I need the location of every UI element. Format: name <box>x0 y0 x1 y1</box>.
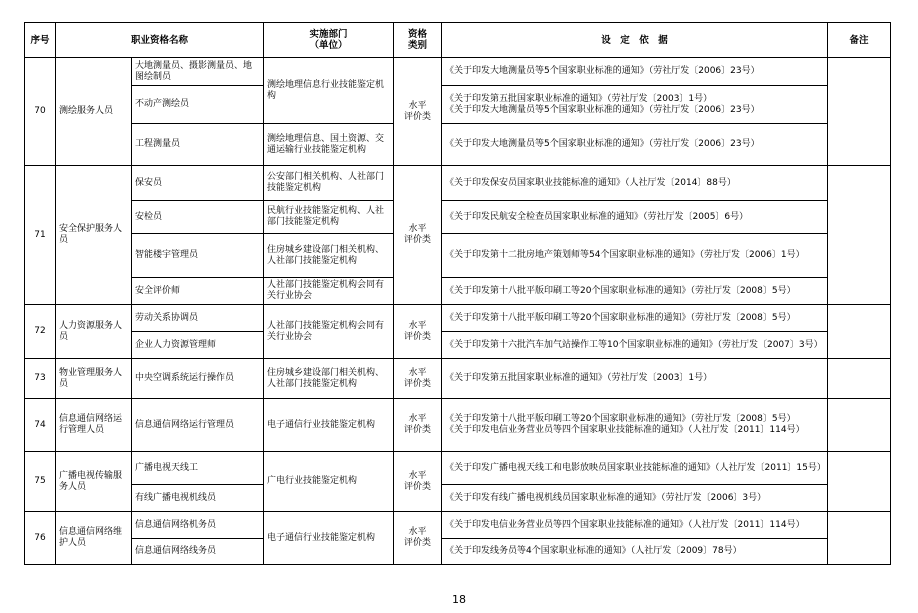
qualification-table <box>24 22 891 565</box>
basis-document: 《关于印发第十八批平版印刷工等20个国家职业标准的通知》（劳社厅发〔2008〕5号） <box>445 414 796 424</box>
implementing-department: 电子通信行业技能鉴定机构 <box>264 399 394 452</box>
occupation-category: 物业管理服务人员 <box>56 359 132 399</box>
qualification-type <box>394 452 442 512</box>
qualification-name: 安全评价师 <box>132 278 264 305</box>
qualification-type <box>394 399 442 452</box>
occupation-category: 人力资源服务人员 <box>56 305 132 359</box>
header-type <box>394 23 442 58</box>
implementing-department: 电子通信行业技能鉴定机构 <box>264 512 394 565</box>
implementing-department: 人社部门技能鉴定机构会同有关行业协会 <box>264 278 394 305</box>
row-number: 70 <box>25 58 56 166</box>
table-row <box>25 201 891 234</box>
row-number: 75 <box>25 452 56 512</box>
basis-document: 《关于印发大地测量员等5个国家职业标准的通知》（劳社厅发〔2006〕23号） <box>445 139 760 149</box>
qualification-type-line2: 评价类 <box>404 538 432 548</box>
implementing-department: 测绘地理信息行业技能鉴定机构 <box>264 58 394 124</box>
remark <box>828 58 891 166</box>
basis-document: 《关于印发第五批国家职业标准的通知》（劳社厅发〔2003〕1号） <box>445 93 713 104</box>
header-type-line2: 类别 <box>408 40 428 51</box>
qualification-type <box>394 305 442 359</box>
basis-document: 《关于印发大地测量员等5个国家职业标准的通知》（劳社厅发〔2006〕23号） <box>445 104 760 115</box>
implementing-department: 广电行业技能鉴定机构 <box>264 452 394 512</box>
legal-basis <box>442 86 828 124</box>
table-row <box>25 452 891 485</box>
table-row <box>25 234 891 278</box>
qualification-name: 智能楼宇管理员 <box>132 234 264 278</box>
qualification-name: 安检员 <box>132 201 264 234</box>
table-header-row <box>25 23 891 58</box>
remark <box>828 359 891 399</box>
qualification-type-line1: 水平 <box>408 470 427 481</box>
basis-document: 《关于印发第十六批汽车加气站操作工等10个国家职业标准的通知》（劳社厅发〔2007〕3号） <box>445 339 823 350</box>
qualification-type <box>394 512 442 565</box>
table-row <box>25 124 891 166</box>
qualification-name: 中央空调系统运行操作员 <box>132 359 264 399</box>
qualification-type-line2: 评价类 <box>404 481 432 492</box>
qualification-name: 信息通信网络机务员 <box>132 512 264 539</box>
implementing-department: 测绘地理信息、国土资源、交通运输行业技能鉴定机构 <box>264 124 394 166</box>
basis-document: 《关于印发民航安全检查员国家职业标准的通知》（劳社厅发〔2005〕6号） <box>445 211 749 222</box>
legal-basis <box>442 201 828 234</box>
legal-basis <box>442 234 828 278</box>
basis-document: 《关于印发有线广播电视机线员国家职业标准的通知》（劳社厅发〔2006〕3号） <box>445 492 767 503</box>
table-row <box>25 359 891 399</box>
remark <box>828 166 891 305</box>
row-number: 72 <box>25 305 56 359</box>
header-basis: 设 定 依 据 <box>442 23 828 58</box>
basis-document: 《关于印发保安员国家职业技能标准的通知》（人社厅发〔2014〕88号） <box>445 177 736 188</box>
occupation-category: 测绘服务人员 <box>56 58 132 166</box>
table-row <box>25 305 891 332</box>
implementing-department: 公安部门相关机构、人社部门技能鉴定机构 <box>264 166 394 201</box>
qualification-name: 大地测量员、摄影测量员、地图绘制员 <box>132 58 264 86</box>
table-row <box>25 332 891 359</box>
legal-basis <box>442 359 828 399</box>
basis-document: 《关于印发第十八批平版印刷工等20个国家职业标准的通知》（劳社厅发〔2008〕5号） <box>445 312 796 323</box>
qualification-type-line2: 评价类 <box>404 235 432 245</box>
row-number: 76 <box>25 512 56 565</box>
remark <box>828 452 891 512</box>
implementing-department: 住房城乡建设部门相关机构、人社部门技能鉴定机构 <box>264 234 394 278</box>
header-name: 职业资格名称 <box>56 23 264 58</box>
qualification-type-line1: 水平 <box>408 224 427 234</box>
table-body <box>25 58 891 565</box>
legal-basis <box>442 452 828 485</box>
header-no: 序号 <box>25 23 56 58</box>
remark <box>828 512 891 565</box>
qualification-name: 信息通信网络运行管理员 <box>132 399 264 452</box>
legal-basis <box>442 399 828 452</box>
qualification-type-line2: 评价类 <box>404 111 432 122</box>
legal-basis <box>442 278 828 305</box>
header-dept <box>264 23 394 58</box>
qualification-type-line2: 评价类 <box>404 378 432 389</box>
qualification-name: 广播电视天线工 <box>132 452 264 485</box>
qualification-type-line1: 水平 <box>408 367 427 378</box>
qualification-name: 企业人力资源管理师 <box>132 332 264 359</box>
qualification-name: 有线广播电视机线员 <box>132 485 264 512</box>
qualification-type-line1: 水平 <box>408 320 427 331</box>
legal-basis <box>442 332 828 359</box>
implementing-department: 人社部门技能鉴定机构会同有关行业协会 <box>264 305 394 359</box>
remark <box>828 305 891 359</box>
legal-basis <box>442 539 828 565</box>
qualification-type-line1: 水平 <box>408 100 427 111</box>
table-row <box>25 166 891 201</box>
table-row <box>25 278 891 305</box>
qualification-type <box>394 359 442 399</box>
basis-document: 《关于印发第十八批平版印刷工等20个国家职业标准的通知》（劳社厅发〔2008〕5号） <box>445 285 796 296</box>
row-number: 74 <box>25 399 56 452</box>
header-remark: 备注 <box>828 23 891 58</box>
basis-document: 《关于印发广播电视天线工和电影放映员国家职业技能标准的通知》（人社厅发〔2011〕15号） <box>445 462 826 473</box>
header-dept-line2: （单位） <box>309 40 348 51</box>
table-row <box>25 86 891 124</box>
basis-document: 《关于印发第五批国家职业标准的通知》（劳社厅发〔2003〕1号） <box>445 373 713 383</box>
qualification-type <box>394 58 442 166</box>
legal-basis <box>442 166 828 201</box>
remark <box>828 399 891 452</box>
basis-document: 《关于印发第十二批房地产策划师等54个国家职业标准的通知》（劳社厅发〔2006〕1号） <box>445 250 805 260</box>
basis-document: 《关于印发线务员等4个国家职业标准的通知》（人社厅发〔2009〕78号） <box>445 546 742 556</box>
occupation-category: 信息通信网络运行管理人员 <box>56 399 132 452</box>
qualification-type-line2: 评价类 <box>404 425 432 435</box>
qualification-name: 信息通信网络线务员 <box>132 539 264 565</box>
implementing-department: 住房城乡建设部门相关机构、人社部门技能鉴定机构 <box>264 359 394 399</box>
table-row <box>25 399 891 452</box>
qualification-name: 保安员 <box>132 166 264 201</box>
basis-document: 《关于印发电信业务营业员等四个国家职业技能标准的通知》（人社厅发〔2011〕114号） <box>445 425 805 435</box>
table-row <box>25 539 891 565</box>
occupation-category: 信息通信网络维护人员 <box>56 512 132 565</box>
table-row <box>25 485 891 512</box>
qualification-type-line1: 水平 <box>408 527 427 537</box>
table-row <box>25 58 891 86</box>
occupation-category: 安全保护服务人员 <box>56 166 132 305</box>
implementing-department: 民航行业技能鉴定机构、人社部门技能鉴定机构 <box>264 201 394 234</box>
header-type-line1: 资格 <box>408 29 428 40</box>
legal-basis <box>442 124 828 166</box>
qualification-type-line1: 水平 <box>408 414 427 424</box>
qualification-type-line2: 评价类 <box>404 331 432 342</box>
row-number: 73 <box>25 359 56 399</box>
qualification-type <box>394 166 442 305</box>
row-number: 71 <box>25 166 56 305</box>
qualification-name: 劳动关系协调员 <box>132 305 264 332</box>
qualification-name: 不动产测绘员 <box>132 86 264 124</box>
basis-document: 《关于印发大地测量员等5个国家职业标准的通知》（劳社厅发〔2006〕23号） <box>445 66 760 76</box>
legal-basis <box>442 58 828 86</box>
legal-basis <box>442 512 828 539</box>
legal-basis <box>442 485 828 512</box>
qualification-name: 工程测量员 <box>132 124 264 166</box>
basis-document: 《关于印发电信业务营业员等四个国家职业技能标准的通知》（人社厅发〔2011〕114号） <box>445 519 805 530</box>
occupation-category: 广播电视传输服务人员 <box>56 452 132 512</box>
legal-basis <box>442 305 828 332</box>
page-number: 18 <box>452 593 466 606</box>
header-dept-line1: 实施部门 <box>309 29 348 40</box>
table-row <box>25 512 891 539</box>
